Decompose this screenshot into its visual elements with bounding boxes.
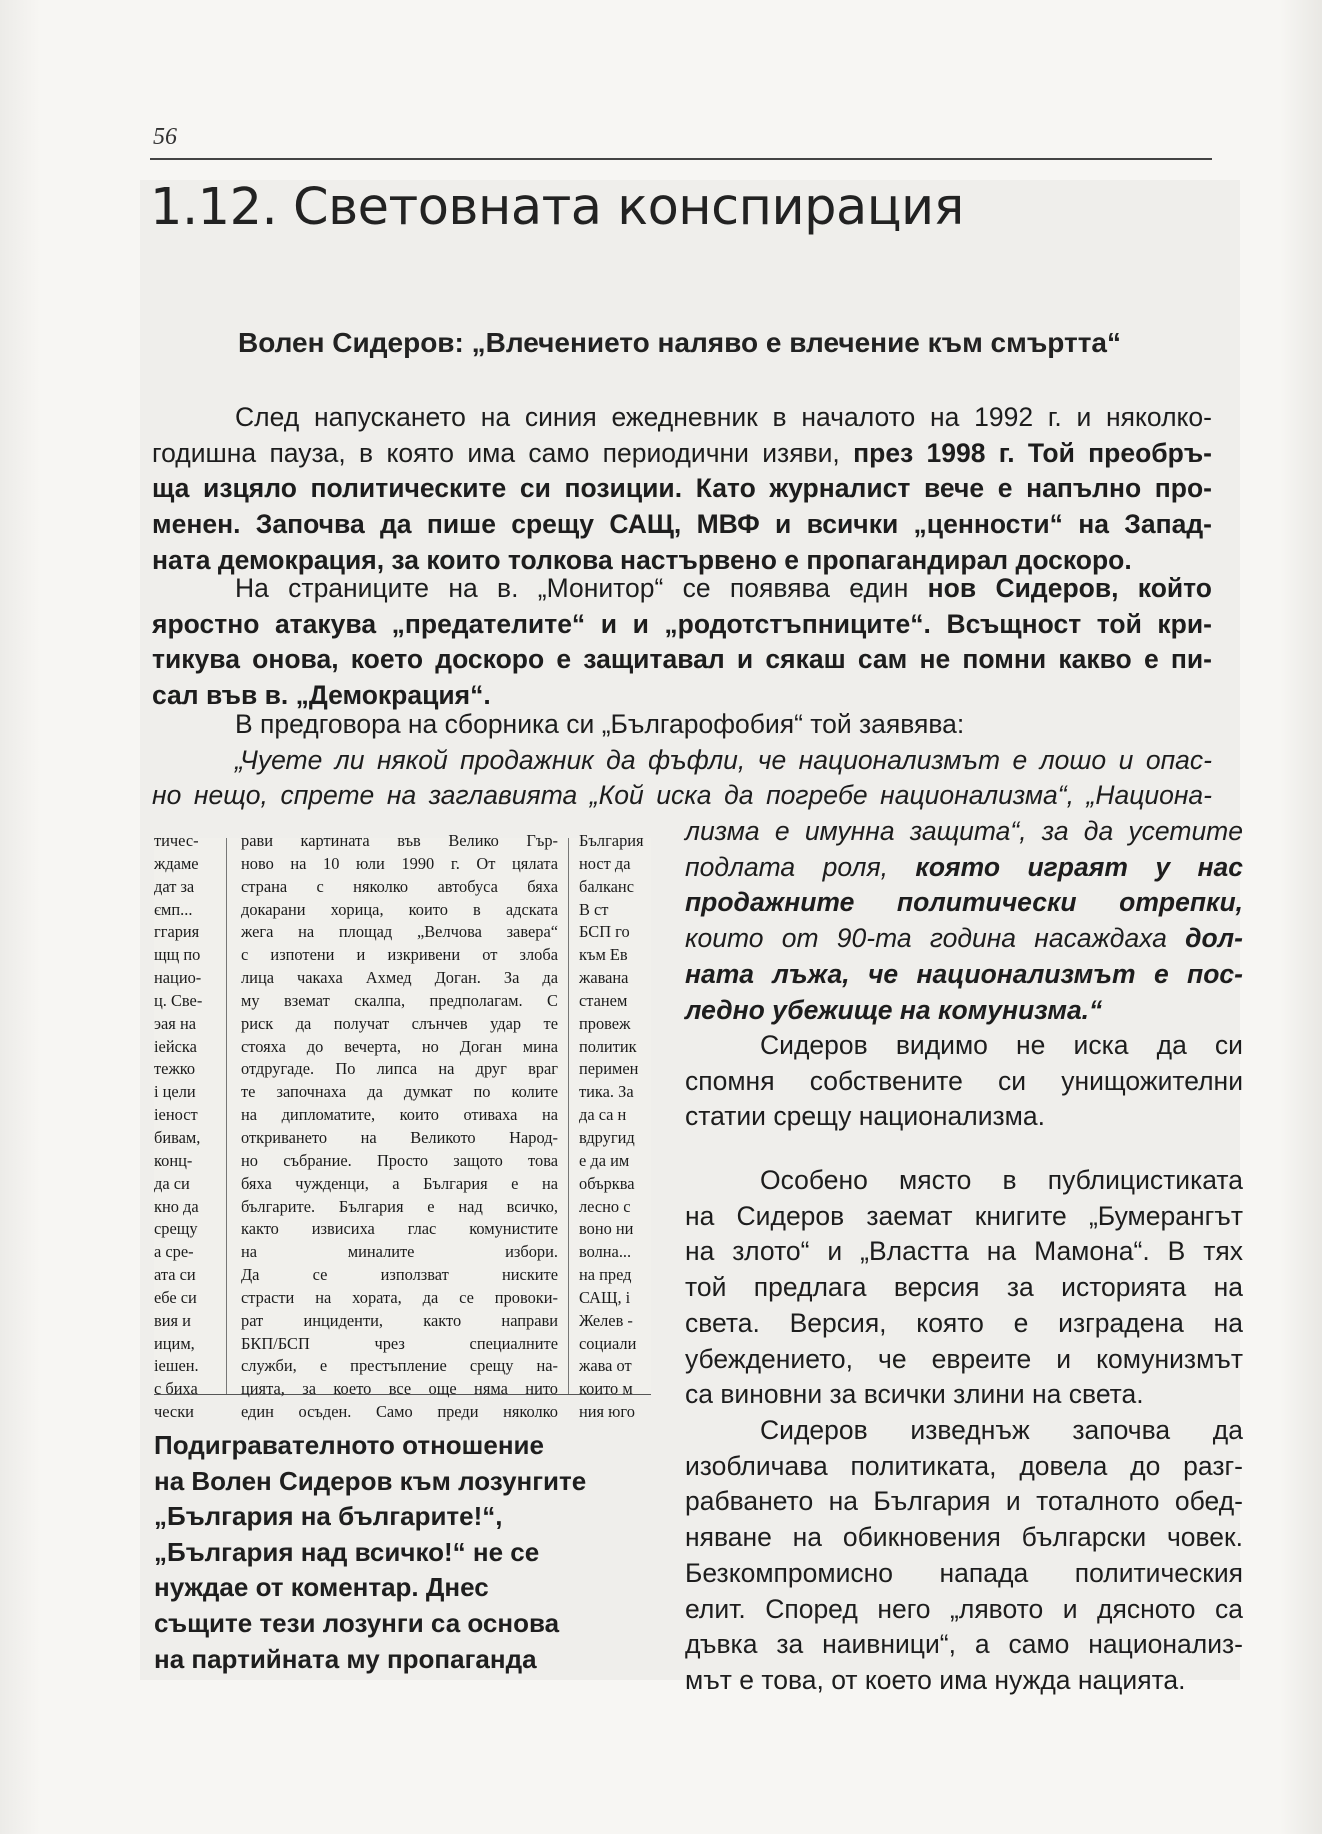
clipping-text-line: докарани хорица, които в адската (241, 899, 558, 919)
quote-span: които от 90-та година насаждаха (685, 923, 1186, 954)
clipping-text-line: ц. Све- (154, 990, 203, 1010)
text-line: Сидеров изведнъж започва да (760, 1415, 1243, 1445)
clipping-text-line: іешен. (154, 1356, 199, 1376)
clipping-text-line: САЩ, і (579, 1287, 631, 1307)
clipping-text-line: ново на 10 юли 1990 г. От цялата (241, 853, 558, 873)
clipping-text-line: тичес- (154, 831, 199, 850)
clipping-text-line: му вземат скалпа, предполагам. С (241, 990, 558, 1010)
clipping-text-line: балканс (579, 876, 634, 896)
clipping-text-line: і цели (154, 1082, 196, 1102)
clipping-text-line: България (579, 831, 644, 850)
clipping-text-line: ност да (579, 853, 631, 873)
text-line-bold: ната демокрация, за които толкова настървено е пропагандирал доскоро. (152, 544, 1132, 575)
quote-bold-span: ната лъжа, че национализмът е пос- (685, 958, 1243, 989)
clipping-text-line: на миналите избори. (241, 1242, 558, 1262)
text-line: спомня собствените си унищожителни (685, 1065, 1243, 1096)
right-paragraph-3 (685, 1413, 1243, 1699)
right-paragraph-2 (685, 1163, 1243, 1413)
clipping-text-line: да си (154, 1173, 190, 1193)
text-line (152, 436, 1212, 472)
clipping-text-line: іеност (154, 1105, 198, 1125)
quote-bold-span: която играят у нас (915, 851, 1243, 882)
clipping-text-line: чески (154, 1402, 194, 1422)
clipping-text-line: тика. За (579, 1082, 634, 1102)
clipping-text-line: перимен (579, 1059, 639, 1079)
quote-line-bold (685, 885, 1243, 921)
bold-span: през 1998 г. Той преобръ- (853, 437, 1212, 468)
caption-line: на Волен Сидеров към лозунгите (154, 1465, 587, 1496)
clipping-text-line: бяха чужденци, а България е на (241, 1173, 558, 1193)
intro-paragraph (152, 400, 1212, 579)
text-line: на Сидеров заемат книгите „Бумерангът (685, 1200, 1243, 1231)
quote-line: „Чуете ли някой продажник да фъфли, че национализмът е лошо и опас- (235, 744, 1212, 775)
page-number: 56 (153, 124, 177, 150)
clipping-text-line: ицим, (154, 1333, 195, 1353)
text-line: След напускането на синия ежедневник в началото на 1992 г. и няколко- (235, 402, 1212, 432)
clipping-text-line: В ст (579, 899, 609, 919)
clipping-text-line: іейска (154, 1036, 197, 1056)
clipping-text-line: лесно с (579, 1196, 631, 1216)
quote-line-bold (685, 957, 1243, 993)
clipping-text-line: ггария (154, 922, 200, 942)
clipping-text-line: жава от (579, 1356, 632, 1376)
clipping-text-line: дат за (154, 876, 195, 896)
clipping-text-line: както извисиха глас комунистите (241, 1219, 558, 1239)
clipping-text-line: щщ по (154, 945, 201, 965)
text-span: годишна пауза, в която има само периодични изяви, (152, 437, 854, 468)
bold-span: нов Сидеров, който (927, 573, 1212, 603)
text-line: убеждението, че евреите и комунизмът (685, 1343, 1243, 1374)
monitor-paragraph (152, 571, 1212, 714)
clipping-text-line: откриването на Великото Народ- (241, 1127, 558, 1147)
caption-line: на партийната му пропаганда (154, 1643, 537, 1674)
clipping-text-line: вия и (154, 1310, 191, 1330)
preface-and-quote (152, 707, 1212, 814)
text-line-bold: ща изцяло политическите си позиции. Като журналист вече е напълно про- (152, 473, 1212, 504)
clipping-left-column (154, 830, 212, 1424)
text-line: Сидеров видимо не иска да си (760, 1030, 1243, 1060)
clipping-text-line: ждаме (154, 853, 199, 873)
text-line: той предлага версия за историята на (685, 1272, 1243, 1303)
clipping-text-line: ебе си (154, 1287, 197, 1307)
quote-line: лизма е имунна защита“, за да усетите (685, 816, 1243, 846)
clipping-text-line: лица чакаха Ахмед Доган. За да (241, 968, 558, 988)
quote-line-bold (685, 993, 1243, 1029)
clipping-text-line: срещу (154, 1219, 198, 1239)
quote-continuation (685, 814, 1243, 1028)
text-line: дъвка за наивници“, а само национализ- (685, 1629, 1243, 1660)
clipping-text-line: ата си (154, 1265, 196, 1285)
clipping-text-line: эая на (154, 1013, 196, 1033)
clipping-caption (154, 1428, 654, 1677)
clipping-text-line: те започнаха да думкат по колите (241, 1082, 558, 1102)
clipping-text-line: станем (579, 990, 628, 1010)
preface-line: В предговора на сборника си „Българофобия“ той заявява: (235, 709, 965, 739)
clipping-text-line: българите. България е над всичко, (241, 1196, 558, 1216)
quote-bold-span: ледно убежище на комунизма.“ (685, 994, 1103, 1025)
clipping-text-line: кно да (154, 1196, 199, 1216)
clipping-text-line: обърква (579, 1173, 635, 1193)
text-span: На страниците на в. „Монитор“ се появява един (235, 573, 928, 603)
quote-line (685, 921, 1243, 957)
quote-bold-span: дол- (1185, 923, 1243, 954)
clipping-text-line: вдругид (579, 1127, 635, 1147)
text-line: статии срещу национализма. (685, 1101, 1045, 1132)
clipping-text-line: воно ни (579, 1219, 634, 1239)
clipping-text-line: рат инциденти, както направи (241, 1310, 558, 1330)
section-subtitle: Волен Сидеров: „Влечението наляво е влечение към смъртта“ (238, 327, 1121, 358)
clipping-column-rule (226, 838, 227, 1394)
clipping-text-line: един осъден. Само преди няколко (241, 1402, 558, 1422)
clipping-text-line: а сре- (154, 1242, 194, 1262)
caption-line: същите тези лозунги са основа (154, 1607, 560, 1638)
caption-line: „България на българите!“, (154, 1501, 503, 1532)
quote-span: подлата роля, (685, 851, 916, 882)
clipping-text-line: с изпотени и изкривени от злоба (241, 945, 558, 965)
clipping-text-line: БСП го (579, 922, 630, 942)
text-line-bold: менен. Започва да пише срещу САЩ, МВФ и всички „ценности“ на Запад- (152, 509, 1212, 540)
text-line-bold: яростно атакува „предателите“ и и „родотстъпниците“. Всъщност той кри- (152, 608, 1212, 639)
clipping-text-line: жавана (579, 968, 629, 988)
header-rule (150, 158, 1212, 160)
clipping-text-line: Желев - (579, 1310, 633, 1330)
clipping-text-line: Да се използват ниските (241, 1265, 558, 1285)
clipping-text-line: стояха до вечерта, но Доган мина (241, 1036, 558, 1056)
clipping-text-line: към Ев (579, 945, 628, 965)
caption-line: Подигравателното отношение (154, 1430, 544, 1460)
clipping-text-line: цията, за което все още няма нито (241, 1379, 558, 1399)
clipping-text-line: които м (579, 1379, 633, 1399)
newspaper-clipping (154, 831, 651, 1422)
clipping-text-line: с биха (154, 1379, 198, 1399)
quote-bold-span: продажните политически отрепки, (685, 887, 1243, 918)
clipping-text-line: риск да получат слънчев удар те (241, 1013, 558, 1033)
clipping-text-line: е да им (579, 1150, 630, 1170)
text-line: са виновни за всички злини на света. (685, 1379, 1144, 1410)
clipping-column-rule (568, 838, 569, 1394)
clipping-text-line: волна... (579, 1242, 632, 1262)
clipping-middle-column (241, 830, 558, 1424)
clipping-text-line: политик (579, 1036, 637, 1056)
clipping-right-column (579, 830, 651, 1424)
clipping-text-line: на дипломатите, които отиваха на (241, 1105, 558, 1125)
clipping-text-line: ємп... (154, 899, 193, 919)
clipping-text-line: страна с няколко автобуса бяха (241, 876, 558, 896)
clipping-text-line: БКП/БСП чрез специалните (241, 1333, 558, 1353)
right-paragraph-1 (685, 1028, 1243, 1135)
text-line: Безкомпромисно напада политическия (685, 1557, 1243, 1588)
clipping-text-line: социали (579, 1333, 637, 1353)
quote-line (685, 850, 1243, 886)
clipping-text-line: да са н (579, 1105, 627, 1125)
clipping-text-line: бивам, (154, 1127, 201, 1147)
text-line (152, 571, 1212, 607)
clipping-text-line: служби, е престъпление срещу на- (241, 1356, 558, 1376)
clipping-text-line: нацио- (154, 968, 202, 988)
text-line: рабването на България и тоталното обед- (685, 1486, 1243, 1517)
clipping-text-line: страсти на хората, да се провоки- (241, 1287, 558, 1307)
text-line-bold: тикува онова, което доскоро е защитавал и сякаш сам не помни какво е пи- (152, 644, 1212, 675)
caption-line: „България над всичко!“ не се (154, 1536, 540, 1567)
clipping-text-line: рави картината във Велико Гър- (241, 831, 558, 850)
clipping-text-line: на пред (579, 1265, 632, 1285)
text-line: на злото“ и „Властта на Мамона“. В тях (685, 1236, 1243, 1267)
clipping-text-line: отдругаде. По липса на друг враг (241, 1059, 558, 1079)
clipping-text-line: жега на площад „Велчова завера“ (241, 922, 558, 942)
clipping-text-line: провеж (579, 1013, 631, 1033)
chapter-title: 1.12. Световната конспирация (150, 178, 964, 237)
text-line: изобличава политиката, довела до разг- (685, 1450, 1243, 1481)
text-line: мът е това, от което има нужда нацията. (685, 1664, 1186, 1695)
text-line: няване на обикновения български човек. (685, 1522, 1243, 1553)
text-line-bold: сал във в. „Демокрация“. (152, 680, 491, 711)
text-line: елит. Според него „лявото и дясното са (685, 1593, 1243, 1624)
clipping-text-line: ния юго (579, 1402, 635, 1422)
caption-line: нуждае от коментар. Днес (154, 1572, 489, 1603)
text-line: света. Версия, която е изградена на (685, 1307, 1243, 1338)
quote-line: но нещо, спрете на заглавията „Кой иска да погребе национализма“, „Национа- (152, 780, 1212, 811)
text-line: Особено място в публицистиката (760, 1165, 1243, 1195)
clipping-text-line: но събрание. Просто защото това (241, 1150, 558, 1170)
clipping-text-line: конц- (154, 1150, 193, 1170)
clipping-text-line: тежко (154, 1059, 196, 1079)
